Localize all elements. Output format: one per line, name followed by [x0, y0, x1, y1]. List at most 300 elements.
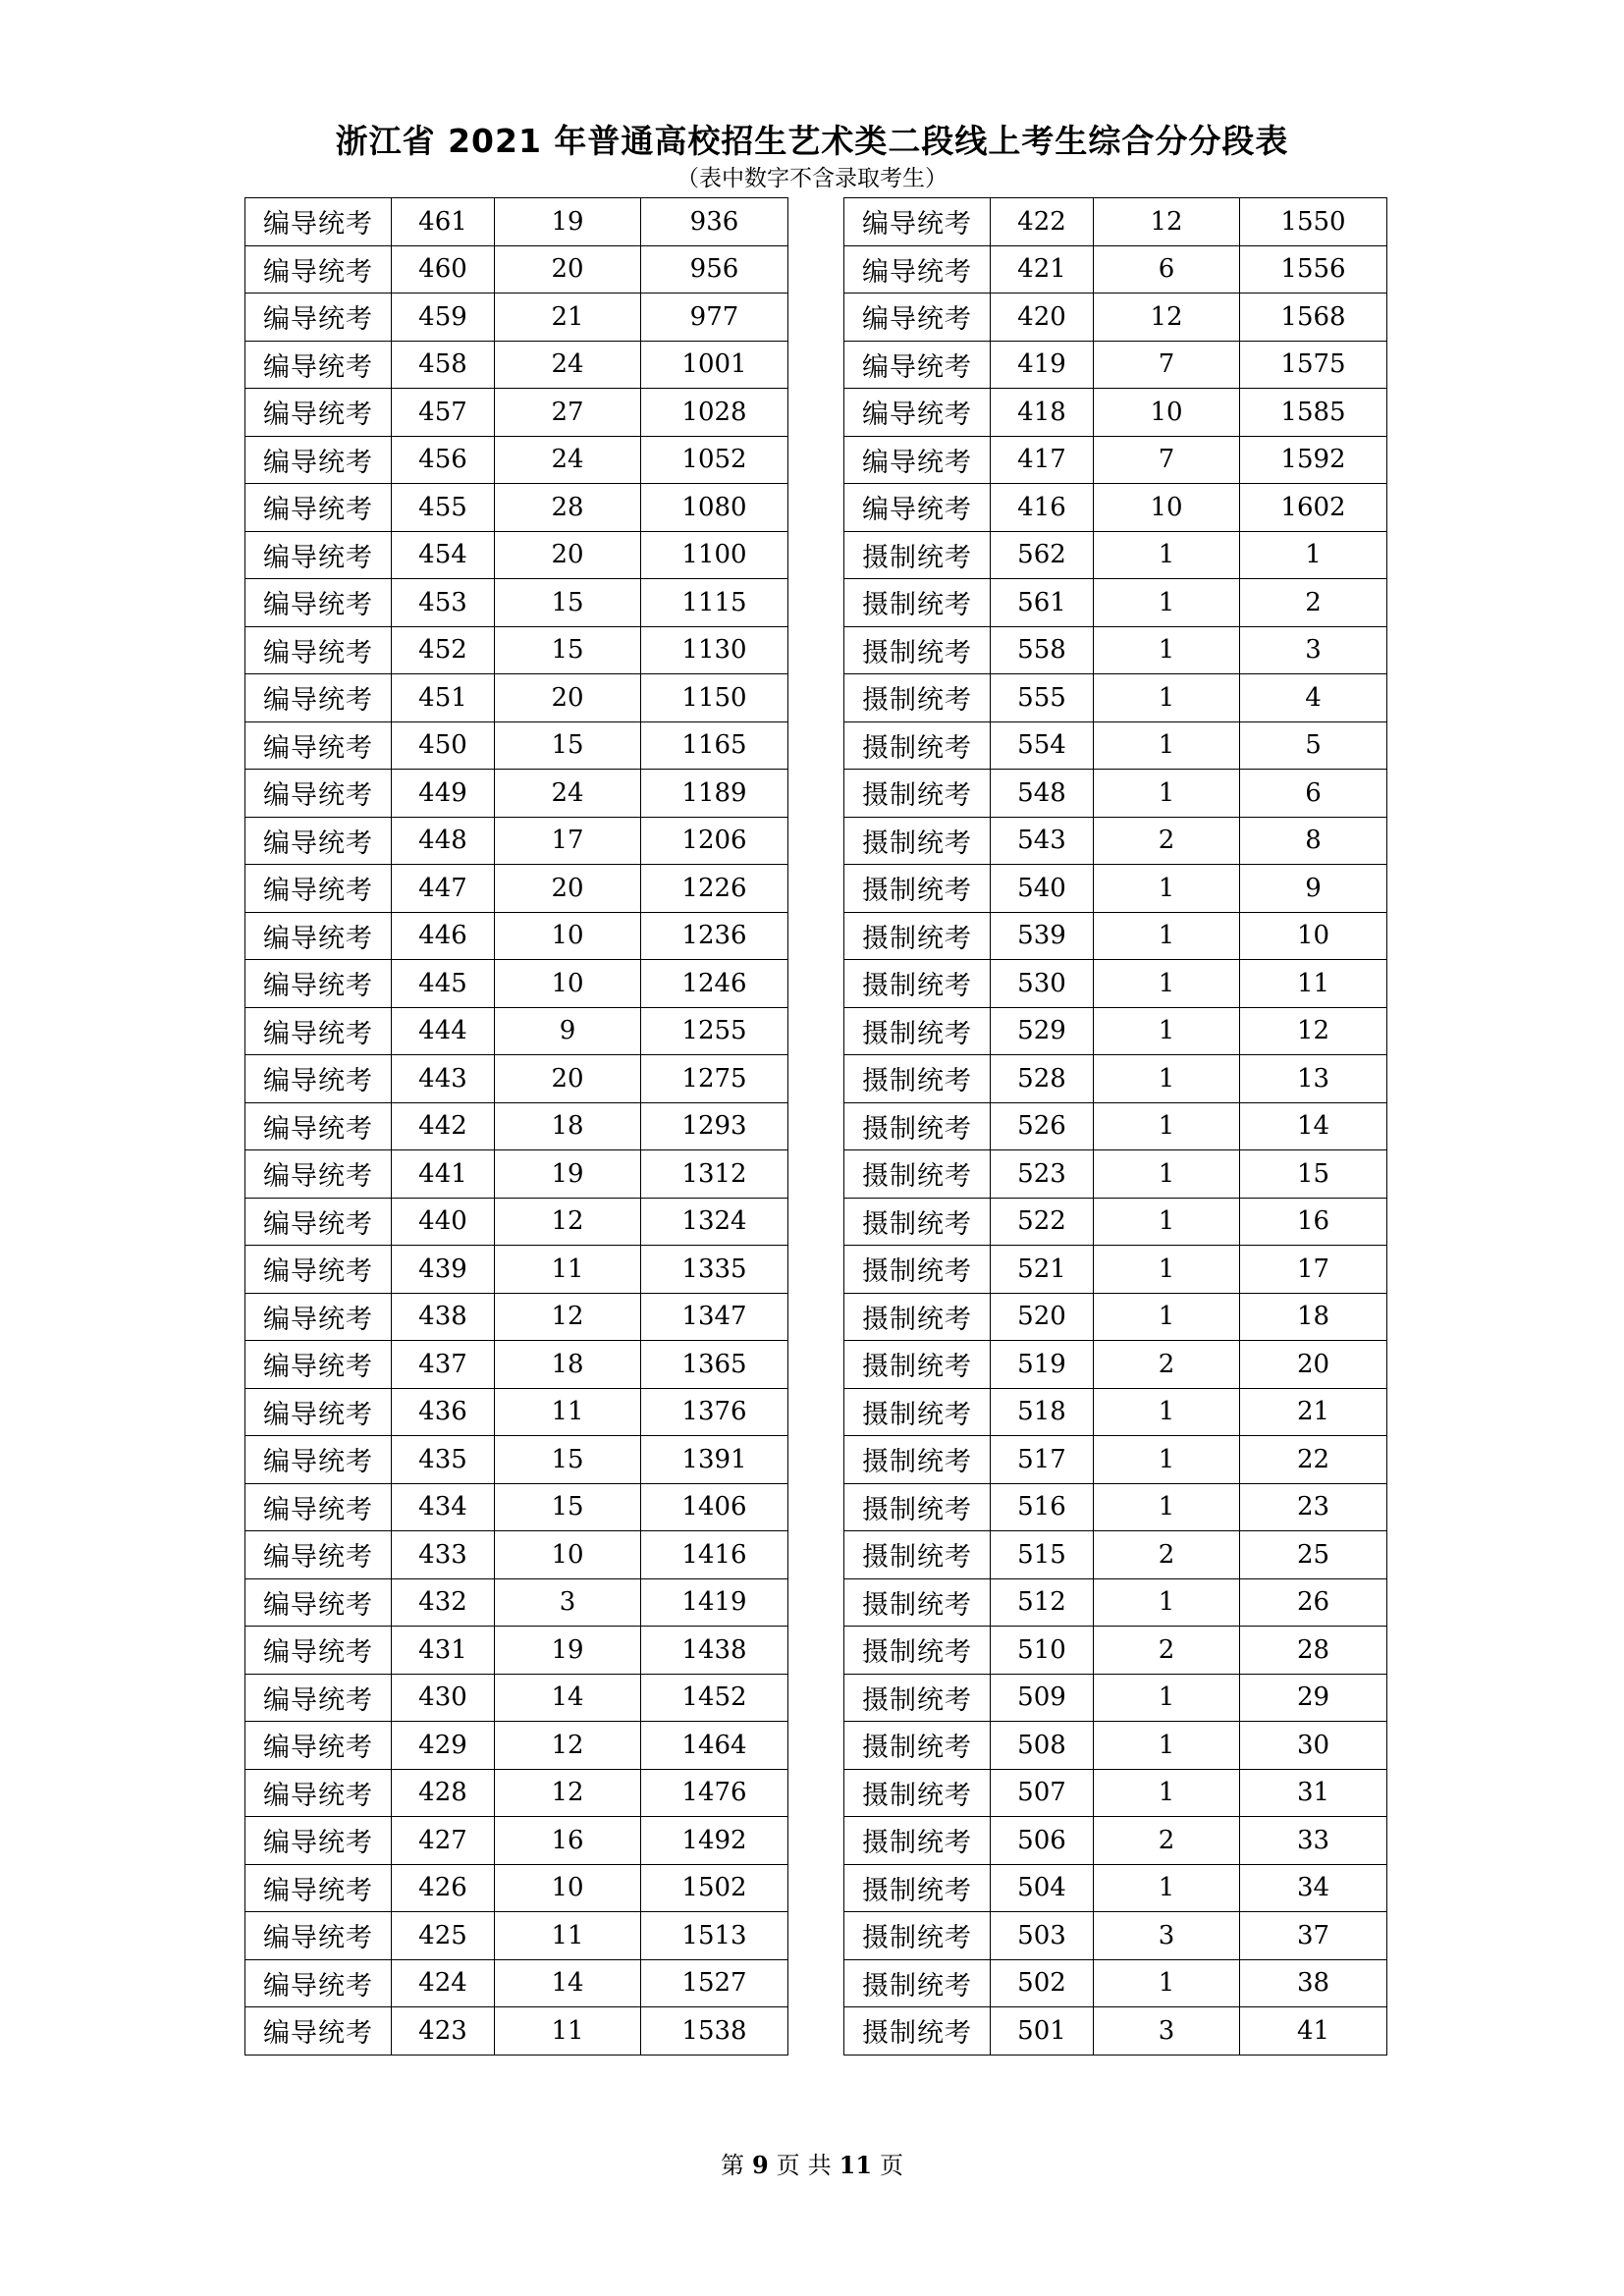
- cell-count: 1: [1094, 960, 1240, 1008]
- table-row: [245, 198, 788, 246]
- table-row: [245, 1959, 788, 2007]
- cell-count: 21: [495, 294, 641, 342]
- table-row: [245, 484, 788, 532]
- cell-score: 455: [392, 484, 495, 532]
- table-row: [245, 1150, 788, 1199]
- cell-category: 编导统考: [844, 245, 991, 294]
- cell-category: 编导统考: [245, 865, 392, 913]
- cell-category: 编导统考: [245, 817, 392, 865]
- cell-category: 摄制统考: [844, 770, 991, 818]
- cell-count: 1: [1094, 721, 1240, 770]
- cell-category: 摄制统考: [844, 721, 991, 770]
- table-row: [245, 2007, 788, 2056]
- cell-count: 24: [495, 770, 641, 818]
- cell-score: 529: [991, 1007, 1094, 1055]
- cell-cumulative: 30: [1240, 1722, 1387, 1770]
- cell-count: 1: [1094, 1102, 1240, 1150]
- cell-cumulative: 12: [1240, 1007, 1387, 1055]
- cell-count: 11: [495, 1912, 641, 1960]
- cell-category: 摄制统考: [844, 1912, 991, 1960]
- table-row: [844, 245, 1387, 294]
- table-row: [245, 817, 788, 865]
- cell-score: 520: [991, 1293, 1094, 1341]
- footer-total-pages: 11: [839, 2151, 873, 2179]
- table-row: [844, 198, 1387, 246]
- cell-cumulative: 9: [1240, 865, 1387, 913]
- footer-page-unit: 页: [776, 2152, 800, 2179]
- cell-score: 444: [392, 1007, 495, 1055]
- cell-cumulative: 1550: [1240, 198, 1387, 246]
- cell-cumulative: 1246: [641, 960, 788, 1008]
- cell-cumulative: 1: [1240, 531, 1387, 579]
- table-row: [245, 1293, 788, 1341]
- cell-category: 摄制统考: [844, 2007, 991, 2056]
- table-row: [844, 1483, 1387, 1531]
- cell-cumulative: 22: [1240, 1436, 1387, 1484]
- score-table-right: [843, 197, 1387, 2056]
- cell-score: 459: [392, 294, 495, 342]
- cell-count: 7: [1094, 341, 1240, 389]
- cell-cumulative: 1080: [641, 484, 788, 532]
- table-row: [245, 912, 788, 960]
- score-table-right-body: [844, 198, 1387, 2056]
- cell-cumulative: 1312: [641, 1150, 788, 1199]
- cell-score: 507: [991, 1769, 1094, 1817]
- cell-count: 1: [1094, 1483, 1240, 1531]
- cell-count: 27: [495, 389, 641, 437]
- table-row: [245, 865, 788, 913]
- cell-score: 516: [991, 1483, 1094, 1531]
- cell-category: 编导统考: [245, 1436, 392, 1484]
- cell-category: 摄制统考: [844, 1864, 991, 1912]
- cell-category: 编导统考: [245, 1388, 392, 1436]
- table-row: [844, 721, 1387, 770]
- cell-cumulative: 23: [1240, 1483, 1387, 1531]
- table-row: [245, 1578, 788, 1627]
- cell-category: 摄制统考: [844, 1388, 991, 1436]
- cell-cumulative: 1226: [641, 865, 788, 913]
- cell-count: 9: [495, 1007, 641, 1055]
- table-row: [245, 1817, 788, 1865]
- cell-count: 10: [495, 912, 641, 960]
- cell-score: 436: [392, 1388, 495, 1436]
- table-row: [245, 436, 788, 484]
- cell-category: 编导统考: [245, 484, 392, 532]
- cell-category: 编导统考: [245, 1102, 392, 1150]
- table-row: [844, 1388, 1387, 1436]
- cell-score: 512: [991, 1578, 1094, 1627]
- cell-cumulative: 34: [1240, 1864, 1387, 1912]
- cell-cumulative: 21: [1240, 1388, 1387, 1436]
- cell-count: 1: [1094, 1864, 1240, 1912]
- cell-cumulative: 37: [1240, 1912, 1387, 1960]
- cell-cumulative: 1100: [641, 531, 788, 579]
- cell-cumulative: 1130: [641, 626, 788, 674]
- cell-score: 540: [991, 865, 1094, 913]
- cell-count: 1: [1094, 1198, 1240, 1246]
- table-row: [245, 1864, 788, 1912]
- cell-cumulative: 1189: [641, 770, 788, 818]
- cell-category: 摄制统考: [844, 1483, 991, 1531]
- cell-category: 编导统考: [245, 1674, 392, 1722]
- cell-count: 28: [495, 484, 641, 532]
- table-row: [844, 865, 1387, 913]
- table-row: [245, 389, 788, 437]
- cell-cumulative: 2: [1240, 579, 1387, 627]
- table-row: [844, 1293, 1387, 1341]
- cell-score: 445: [392, 960, 495, 1008]
- table-row: [844, 1769, 1387, 1817]
- cell-count: 12: [1094, 294, 1240, 342]
- cell-cumulative: 1293: [641, 1102, 788, 1150]
- cell-count: 15: [495, 721, 641, 770]
- cell-score: 435: [392, 1436, 495, 1484]
- cell-category: 编导统考: [245, 1578, 392, 1627]
- cell-cumulative: 28: [1240, 1627, 1387, 1675]
- cell-count: 1: [1094, 1674, 1240, 1722]
- table-row: [844, 770, 1387, 818]
- cell-count: 16: [495, 1817, 641, 1865]
- cell-score: 439: [392, 1246, 495, 1294]
- table-row: [844, 817, 1387, 865]
- cell-cumulative: 1575: [1240, 341, 1387, 389]
- table-row: [844, 674, 1387, 722]
- cell-cumulative: 1513: [641, 1912, 788, 1960]
- cell-category: 摄制统考: [844, 1674, 991, 1722]
- table-row: [245, 960, 788, 1008]
- cell-count: 10: [1094, 389, 1240, 437]
- cell-score: 418: [991, 389, 1094, 437]
- cell-count: 24: [495, 341, 641, 389]
- cell-category: 摄制统考: [844, 1198, 991, 1246]
- cell-count: 1: [1094, 1246, 1240, 1294]
- cell-category: 编导统考: [844, 341, 991, 389]
- score-table-left: [244, 197, 788, 2056]
- cell-cumulative: 1001: [641, 341, 788, 389]
- table-row: [245, 721, 788, 770]
- cell-count: 19: [495, 1150, 641, 1199]
- cell-cumulative: 1527: [641, 1959, 788, 2007]
- cell-count: 7: [1094, 436, 1240, 484]
- cell-score: 453: [392, 579, 495, 627]
- cell-score: 449: [392, 770, 495, 818]
- cell-score: 442: [392, 1102, 495, 1150]
- cell-category: 摄制统考: [844, 626, 991, 674]
- table-row: [844, 1007, 1387, 1055]
- cell-cumulative: 1438: [641, 1627, 788, 1675]
- table-row: [844, 1674, 1387, 1722]
- table-row: [245, 579, 788, 627]
- cell-score: 523: [991, 1150, 1094, 1199]
- cell-count: 3: [1094, 1912, 1240, 1960]
- cell-category: 编导统考: [245, 960, 392, 1008]
- cell-score: 440: [392, 1198, 495, 1246]
- footer-total-unit: 页: [880, 2152, 904, 2179]
- table-row: [844, 1864, 1387, 1912]
- footer-total-prefix: 共: [807, 2152, 832, 2179]
- table-row: [844, 1531, 1387, 1579]
- cell-cumulative: 10: [1240, 912, 1387, 960]
- table-row: [844, 1150, 1387, 1199]
- cell-cumulative: 1115: [641, 579, 788, 627]
- cell-cumulative: 31: [1240, 1769, 1387, 1817]
- cell-category: 编导统考: [245, 341, 392, 389]
- cell-score: 518: [991, 1388, 1094, 1436]
- cell-cumulative: 1592: [1240, 436, 1387, 484]
- cell-count: 19: [495, 1627, 641, 1675]
- cell-score: 431: [392, 1627, 495, 1675]
- cell-score: 461: [392, 198, 495, 246]
- cell-count: 1: [1094, 1055, 1240, 1103]
- cell-score: 441: [392, 1150, 495, 1199]
- cell-cumulative: 1416: [641, 1531, 788, 1579]
- cell-score: 554: [991, 721, 1094, 770]
- cell-cumulative: 1236: [641, 912, 788, 960]
- table-row: [844, 912, 1387, 960]
- cell-count: 10: [1094, 484, 1240, 532]
- cell-count: 2: [1094, 1341, 1240, 1389]
- cell-category: 摄制统考: [844, 1817, 991, 1865]
- cell-score: 454: [392, 531, 495, 579]
- cell-category: 摄制统考: [844, 1436, 991, 1484]
- cell-count: 1: [1094, 1722, 1240, 1770]
- table-row: [245, 1198, 788, 1246]
- cell-cumulative: 1476: [641, 1769, 788, 1817]
- cell-count: 1: [1094, 1007, 1240, 1055]
- cell-count: 18: [495, 1341, 641, 1389]
- cell-count: 12: [495, 1722, 641, 1770]
- cell-category: 编导统考: [245, 770, 392, 818]
- cell-count: 24: [495, 436, 641, 484]
- cell-score: 522: [991, 1198, 1094, 1246]
- page-subtitle: （表中数字不含录取考生）: [677, 166, 947, 191]
- cell-score: 458: [392, 341, 495, 389]
- cell-score: 438: [392, 1293, 495, 1341]
- cell-score: 561: [991, 579, 1094, 627]
- table-row: [245, 531, 788, 579]
- cell-count: 20: [495, 531, 641, 579]
- cell-cumulative: 26: [1240, 1578, 1387, 1627]
- table-row: [844, 1198, 1387, 1246]
- cell-count: 1: [1094, 865, 1240, 913]
- table-row: [245, 1246, 788, 1294]
- cell-count: 3: [1094, 2007, 1240, 2056]
- cell-count: 1: [1094, 674, 1240, 722]
- cell-cumulative: 1602: [1240, 484, 1387, 532]
- cell-category: 摄制统考: [844, 674, 991, 722]
- cell-score: 510: [991, 1627, 1094, 1675]
- cell-score: 419: [991, 341, 1094, 389]
- cell-count: 15: [495, 579, 641, 627]
- cell-count: 20: [495, 245, 641, 294]
- cell-cumulative: 11: [1240, 960, 1387, 1008]
- cell-score: 526: [991, 1102, 1094, 1150]
- cell-score: 432: [392, 1578, 495, 1627]
- cell-category: 摄制统考: [844, 1102, 991, 1150]
- cell-cumulative: 1419: [641, 1578, 788, 1627]
- score-table-left-body: [245, 198, 788, 2056]
- cell-score: 427: [392, 1817, 495, 1865]
- cell-category: 摄制统考: [844, 1959, 991, 2007]
- table-row: [245, 1674, 788, 1722]
- table-row: [245, 1627, 788, 1675]
- cell-category: 编导统考: [245, 721, 392, 770]
- cell-category: 摄制统考: [844, 1627, 991, 1675]
- cell-cumulative: 1492: [641, 1817, 788, 1865]
- cell-count: 1: [1094, 1150, 1240, 1199]
- cell-category: 编导统考: [245, 531, 392, 579]
- cell-category: 摄制统考: [844, 1150, 991, 1199]
- footer-prefix: 第: [720, 2152, 744, 2179]
- cell-score: 521: [991, 1246, 1094, 1294]
- table-row: [245, 1341, 788, 1389]
- table-row: [844, 579, 1387, 627]
- cell-cumulative: 1206: [641, 817, 788, 865]
- cell-category: 编导统考: [245, 1722, 392, 1770]
- cell-score: 517: [991, 1436, 1094, 1484]
- cell-cumulative: 1150: [641, 674, 788, 722]
- table-row: [844, 1912, 1387, 1960]
- cell-category: 编导统考: [245, 626, 392, 674]
- cell-cumulative: 1464: [641, 1722, 788, 1770]
- cell-count: 10: [495, 1531, 641, 1579]
- cell-score: 424: [392, 1959, 495, 2007]
- cell-cumulative: 3: [1240, 626, 1387, 674]
- cell-cumulative: 1376: [641, 1388, 788, 1436]
- table-row: [245, 341, 788, 389]
- cell-category: 编导统考: [245, 1627, 392, 1675]
- cell-cumulative: 8: [1240, 817, 1387, 865]
- cell-cumulative: 1165: [641, 721, 788, 770]
- cell-count: 11: [495, 2007, 641, 2056]
- table-row: [844, 1722, 1387, 1770]
- cell-count: 1: [1094, 1388, 1240, 1436]
- cell-category: 编导统考: [245, 389, 392, 437]
- cell-category: 摄制统考: [844, 531, 991, 579]
- table-row: [245, 1483, 788, 1531]
- cell-count: 11: [495, 1388, 641, 1436]
- cell-category: 编导统考: [245, 1055, 392, 1103]
- cell-cumulative: 1452: [641, 1674, 788, 1722]
- cell-cumulative: 33: [1240, 1817, 1387, 1865]
- cell-category: 摄制统考: [844, 1531, 991, 1579]
- cell-score: 423: [392, 2007, 495, 2056]
- table-row: [844, 2007, 1387, 2056]
- cell-score: 422: [991, 198, 1094, 246]
- cell-category: 编导统考: [844, 198, 991, 246]
- cell-category: 编导统考: [844, 436, 991, 484]
- table-row: [844, 1246, 1387, 1294]
- cell-count: 1: [1094, 1293, 1240, 1341]
- table-row: [245, 1531, 788, 1579]
- cell-score: 515: [991, 1531, 1094, 1579]
- cell-cumulative: 1255: [641, 1007, 788, 1055]
- table-row: [844, 1102, 1387, 1150]
- cell-cumulative: 4: [1240, 674, 1387, 722]
- table-row: [245, 1102, 788, 1150]
- cell-count: 6: [1094, 245, 1240, 294]
- cell-cumulative: 977: [641, 294, 788, 342]
- cell-category: 编导统考: [245, 1007, 392, 1055]
- table-row: [245, 1007, 788, 1055]
- cell-count: 20: [495, 865, 641, 913]
- cell-category: 编导统考: [245, 1912, 392, 1960]
- table-row: [844, 294, 1387, 342]
- cell-count: 19: [495, 198, 641, 246]
- cell-score: 530: [991, 960, 1094, 1008]
- cell-category: 摄制统考: [844, 1055, 991, 1103]
- cell-cumulative: 1335: [641, 1246, 788, 1294]
- table-row: [844, 1578, 1387, 1627]
- cell-category: 摄制统考: [844, 1007, 991, 1055]
- cell-cumulative: 25: [1240, 1531, 1387, 1579]
- table-row: [245, 626, 788, 674]
- cell-category: 编导统考: [245, 245, 392, 294]
- cell-score: 420: [991, 294, 1094, 342]
- cell-score: 508: [991, 1722, 1094, 1770]
- table-row: [245, 294, 788, 342]
- cell-count: 3: [495, 1578, 641, 1627]
- cell-count: 12: [495, 1198, 641, 1246]
- table-row: [844, 626, 1387, 674]
- table-row: [245, 1055, 788, 1103]
- cell-cumulative: 14: [1240, 1102, 1387, 1150]
- table-row: [245, 770, 788, 818]
- cell-cumulative: 1391: [641, 1436, 788, 1484]
- cell-cumulative: 38: [1240, 1959, 1387, 2007]
- cell-cumulative: 1028: [641, 389, 788, 437]
- cell-score: 421: [991, 245, 1094, 294]
- cell-category: 编导统考: [844, 389, 991, 437]
- cell-cumulative: 29: [1240, 1674, 1387, 1722]
- cell-count: 2: [1094, 1531, 1240, 1579]
- cell-count: 2: [1094, 817, 1240, 865]
- cell-category: 编导统考: [245, 1817, 392, 1865]
- table-row: [844, 341, 1387, 389]
- cell-category: 编导统考: [245, 1864, 392, 1912]
- cell-category: 编导统考: [245, 1769, 392, 1817]
- cell-cumulative: 936: [641, 198, 788, 246]
- cell-score: 506: [991, 1817, 1094, 1865]
- table-row: [844, 484, 1387, 532]
- cell-cumulative: 956: [641, 245, 788, 294]
- cell-score: 443: [392, 1055, 495, 1103]
- cell-count: 11: [495, 1246, 641, 1294]
- cell-score: 539: [991, 912, 1094, 960]
- cell-score: 434: [392, 1483, 495, 1531]
- cell-cumulative: 1538: [641, 2007, 788, 2056]
- cell-score: 425: [392, 1912, 495, 1960]
- cell-cumulative: 1324: [641, 1198, 788, 1246]
- cell-category: 编导统考: [245, 1959, 392, 2007]
- cell-category: 摄制统考: [844, 1769, 991, 1817]
- cell-count: 1: [1094, 579, 1240, 627]
- cell-cumulative: 1052: [641, 436, 788, 484]
- cell-cumulative: 41: [1240, 2007, 1387, 2056]
- table-row: [844, 1341, 1387, 1389]
- cell-category: 摄制统考: [844, 1293, 991, 1341]
- cell-category: 编导统考: [245, 1150, 392, 1199]
- cell-count: 1: [1094, 1959, 1240, 2007]
- cell-count: 1: [1094, 531, 1240, 579]
- cell-score: 558: [991, 626, 1094, 674]
- cell-count: 1: [1094, 1769, 1240, 1817]
- cell-score: 509: [991, 1674, 1094, 1722]
- cell-category: 摄制统考: [844, 1578, 991, 1627]
- cell-score: 437: [392, 1341, 495, 1389]
- cell-category: 编导统考: [245, 579, 392, 627]
- cell-score: 562: [991, 531, 1094, 579]
